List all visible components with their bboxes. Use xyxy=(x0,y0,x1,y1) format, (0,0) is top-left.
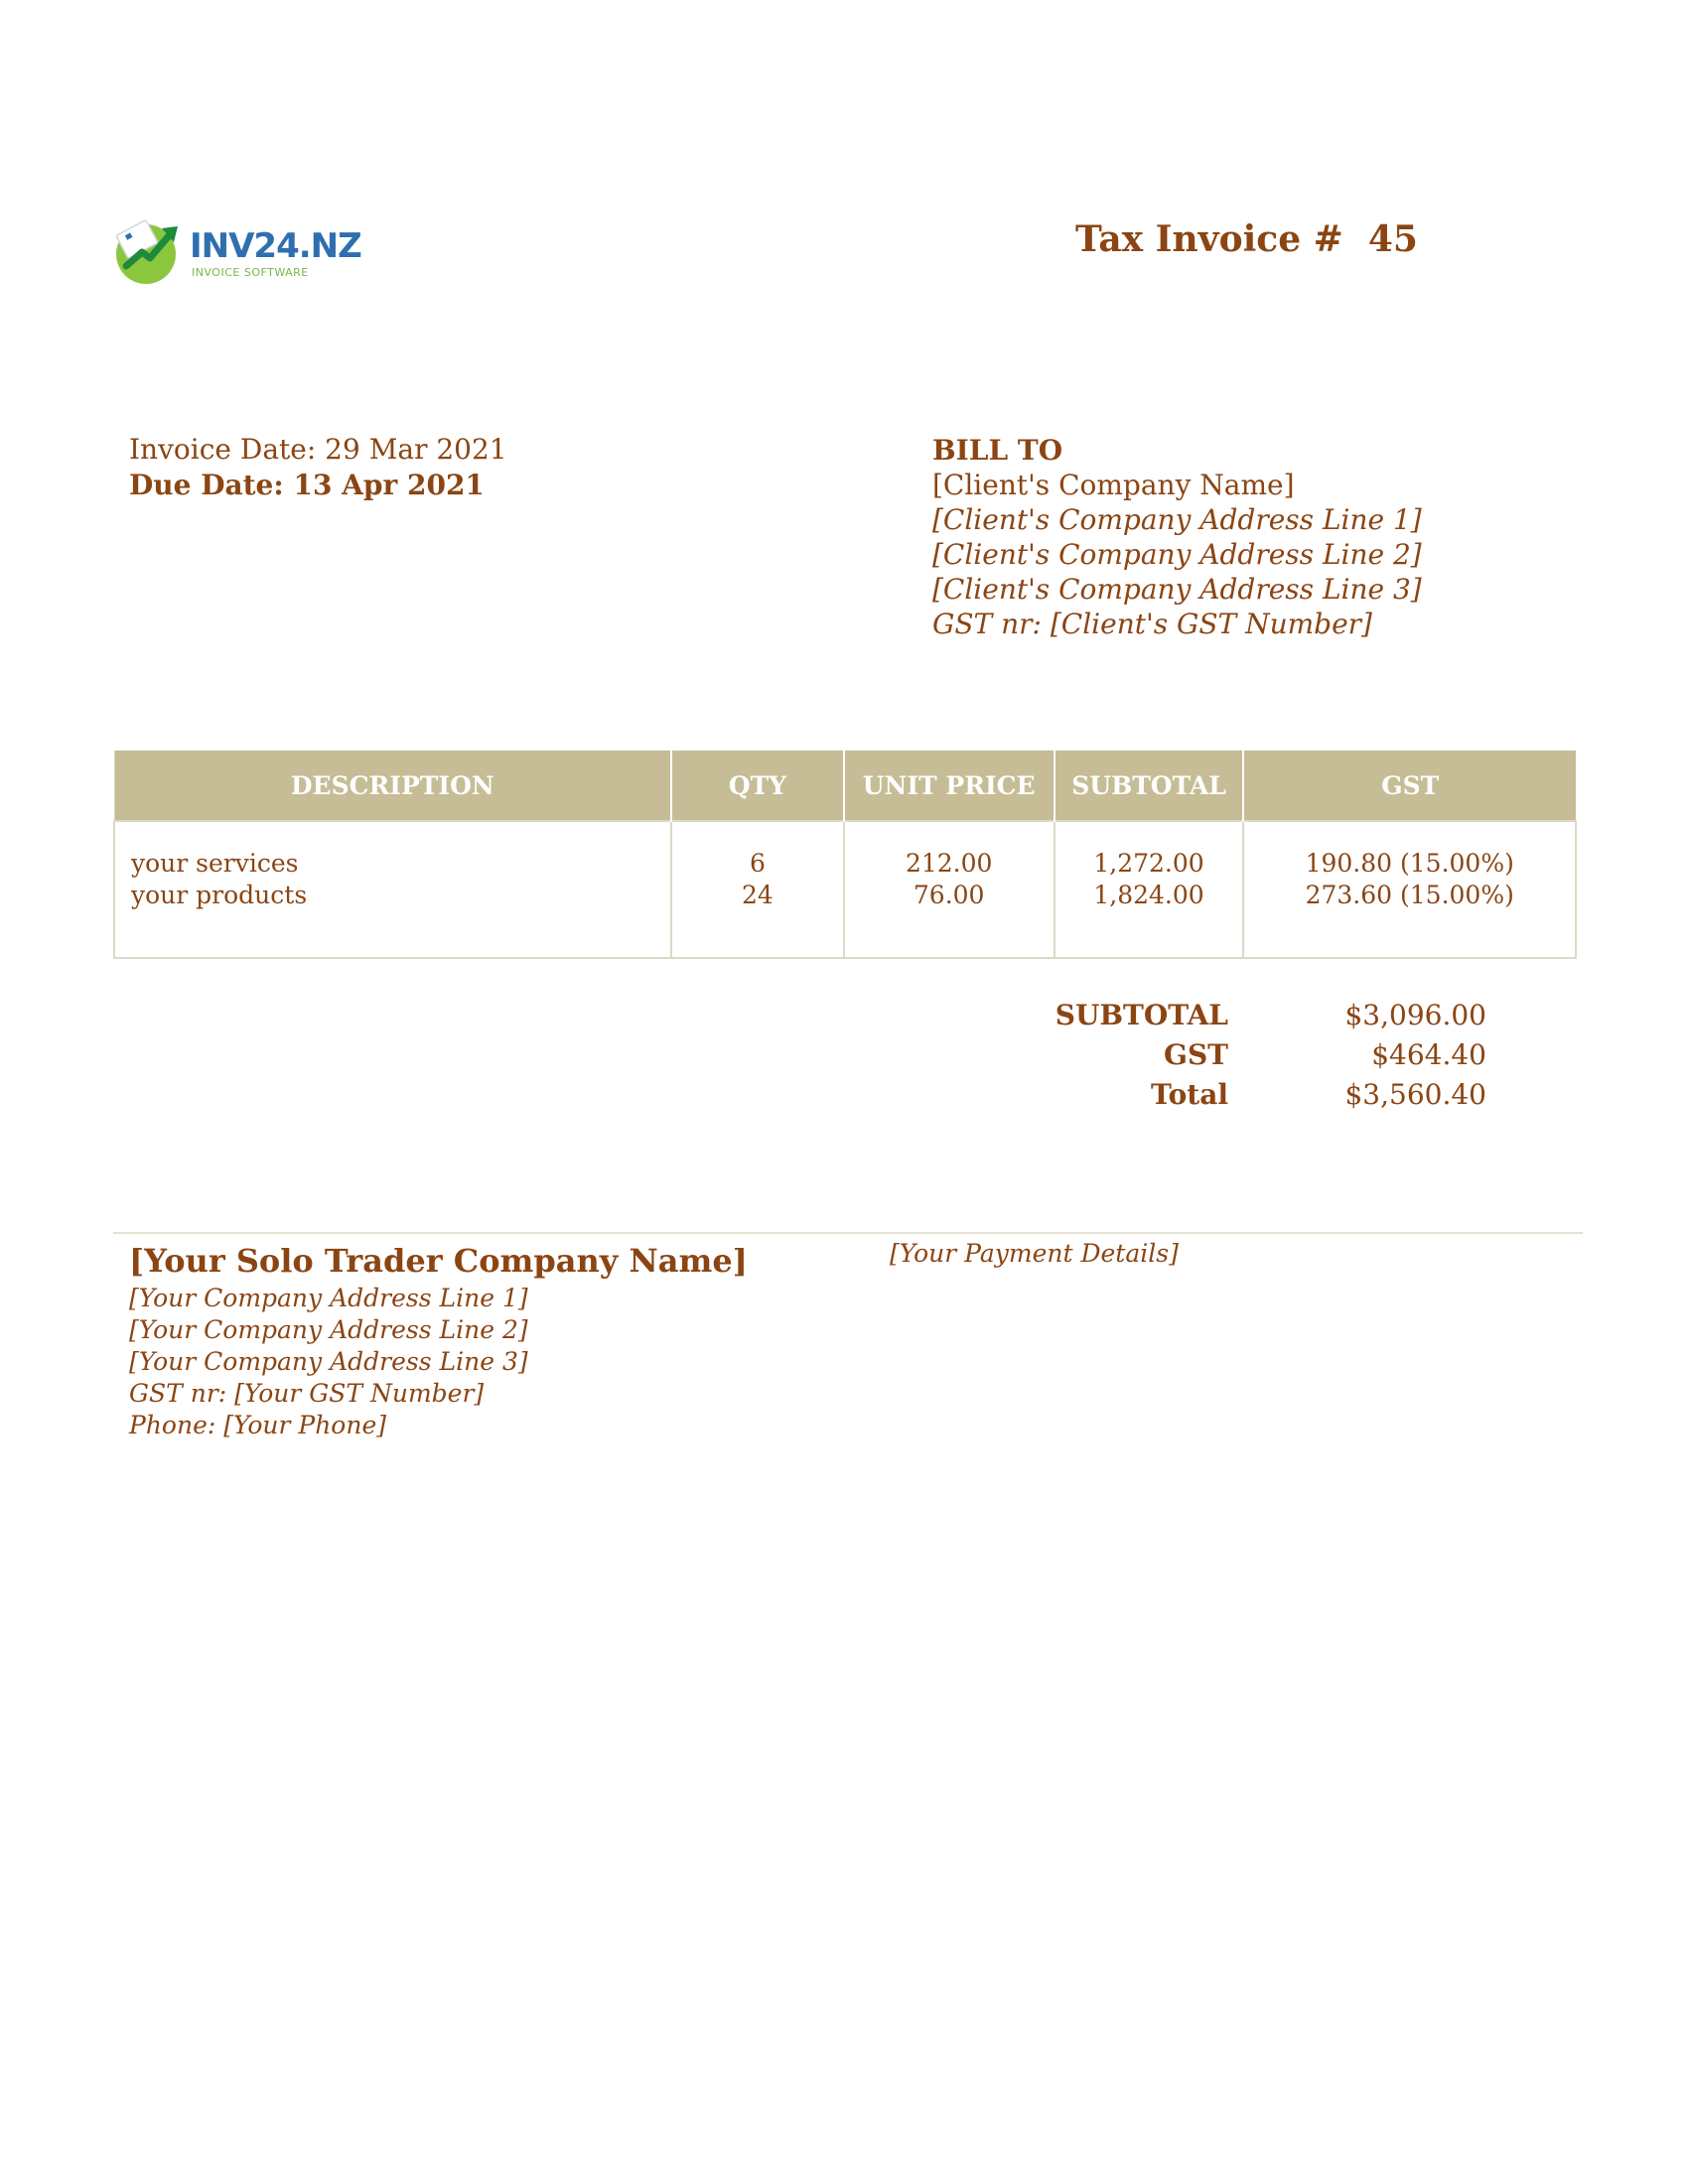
company-logo xyxy=(112,214,361,294)
invoice-date: Invoice Date: 29 Mar 2021 xyxy=(129,433,507,466)
client-company-name: [Client's Company Name] xyxy=(932,469,1295,501)
logo-subtext: INVOICE SOFTWARE xyxy=(192,266,309,279)
client-address-line-2: [Client's Company Address Line 2] xyxy=(932,538,1422,571)
subtotal-label: SUBTOTAL xyxy=(1055,999,1228,1031)
total-label: Total xyxy=(1150,1078,1228,1111)
header-unit-price: UNIT PRICE xyxy=(844,751,1055,821)
qty-cell xyxy=(671,821,844,958)
description-cell xyxy=(114,821,671,958)
bill-to-block xyxy=(932,433,1422,641)
unit-price-cell xyxy=(844,821,1055,958)
seller-address-line-2: [Your Company Address Line 2] xyxy=(129,1315,528,1344)
gst-label: GST xyxy=(1164,1038,1228,1071)
payment-details: [Your Payment Details] xyxy=(890,1239,1179,1268)
line-item-qty: 6 xyxy=(749,849,766,878)
gst-row xyxy=(993,1038,1589,1078)
line-items-table xyxy=(113,751,1577,959)
table-row xyxy=(114,821,1576,958)
seller-block xyxy=(129,1239,748,1441)
gst-value: $464.40 xyxy=(1371,1038,1486,1071)
line-item-gst: 190.80 (15.00%) xyxy=(1305,849,1514,878)
total-value: $3,560.40 xyxy=(1344,1078,1486,1111)
header-gst: GST xyxy=(1243,751,1576,821)
subtotal-row xyxy=(993,999,1589,1038)
total-row xyxy=(993,1078,1589,1118)
seller-address-line-1: [Your Company Address Line 1] xyxy=(129,1284,528,1312)
logo-check-arrow-icon xyxy=(112,214,184,286)
line-item-subtotal: 1,272.00 xyxy=(1093,849,1204,878)
header-subtotal: SUBTOTAL xyxy=(1055,751,1244,821)
line-item-description: your products xyxy=(131,881,308,909)
line-item-description: your services xyxy=(131,849,299,878)
header-description: DESCRIPTION xyxy=(114,751,671,821)
gst-cell xyxy=(1243,821,1576,958)
due-date: Due Date: 13 Apr 2021 xyxy=(129,469,485,501)
seller-gst-number: GST nr: [Your GST Number] xyxy=(129,1379,485,1408)
subtotal-value: $3,096.00 xyxy=(1344,999,1486,1031)
footer-divider xyxy=(113,1232,1583,1234)
header-qty: QTY xyxy=(671,751,844,821)
client-address-line-3: [Client's Company Address Line 3] xyxy=(932,573,1422,606)
invoice-title: Tax Invoice # 45 xyxy=(1075,218,1418,260)
line-item-unit-price: 212.00 xyxy=(905,849,993,878)
client-gst-number: GST nr: [Client's GST Number] xyxy=(932,608,1372,640)
line-item-subtotal: 1,824.00 xyxy=(1093,881,1204,909)
seller-phone: Phone: [Your Phone] xyxy=(129,1411,386,1439)
seller-company-name: [Your Solo Trader Company Name] xyxy=(129,1242,748,1280)
subtotal-cell xyxy=(1055,821,1244,958)
client-address-line-1: [Client's Company Address Line 1] xyxy=(932,503,1422,536)
line-item-unit-price: 76.00 xyxy=(913,881,985,909)
bill-to-label: BILL TO xyxy=(932,434,1063,467)
line-item-qty: 24 xyxy=(742,881,774,909)
totals-block xyxy=(993,999,1589,1118)
line-item-gst: 273.60 (15.00%) xyxy=(1305,881,1514,909)
seller-address-line-3: [Your Company Address Line 3] xyxy=(129,1347,528,1376)
table-header-row xyxy=(114,751,1576,821)
logo-text: INV24.NZ xyxy=(190,226,361,266)
